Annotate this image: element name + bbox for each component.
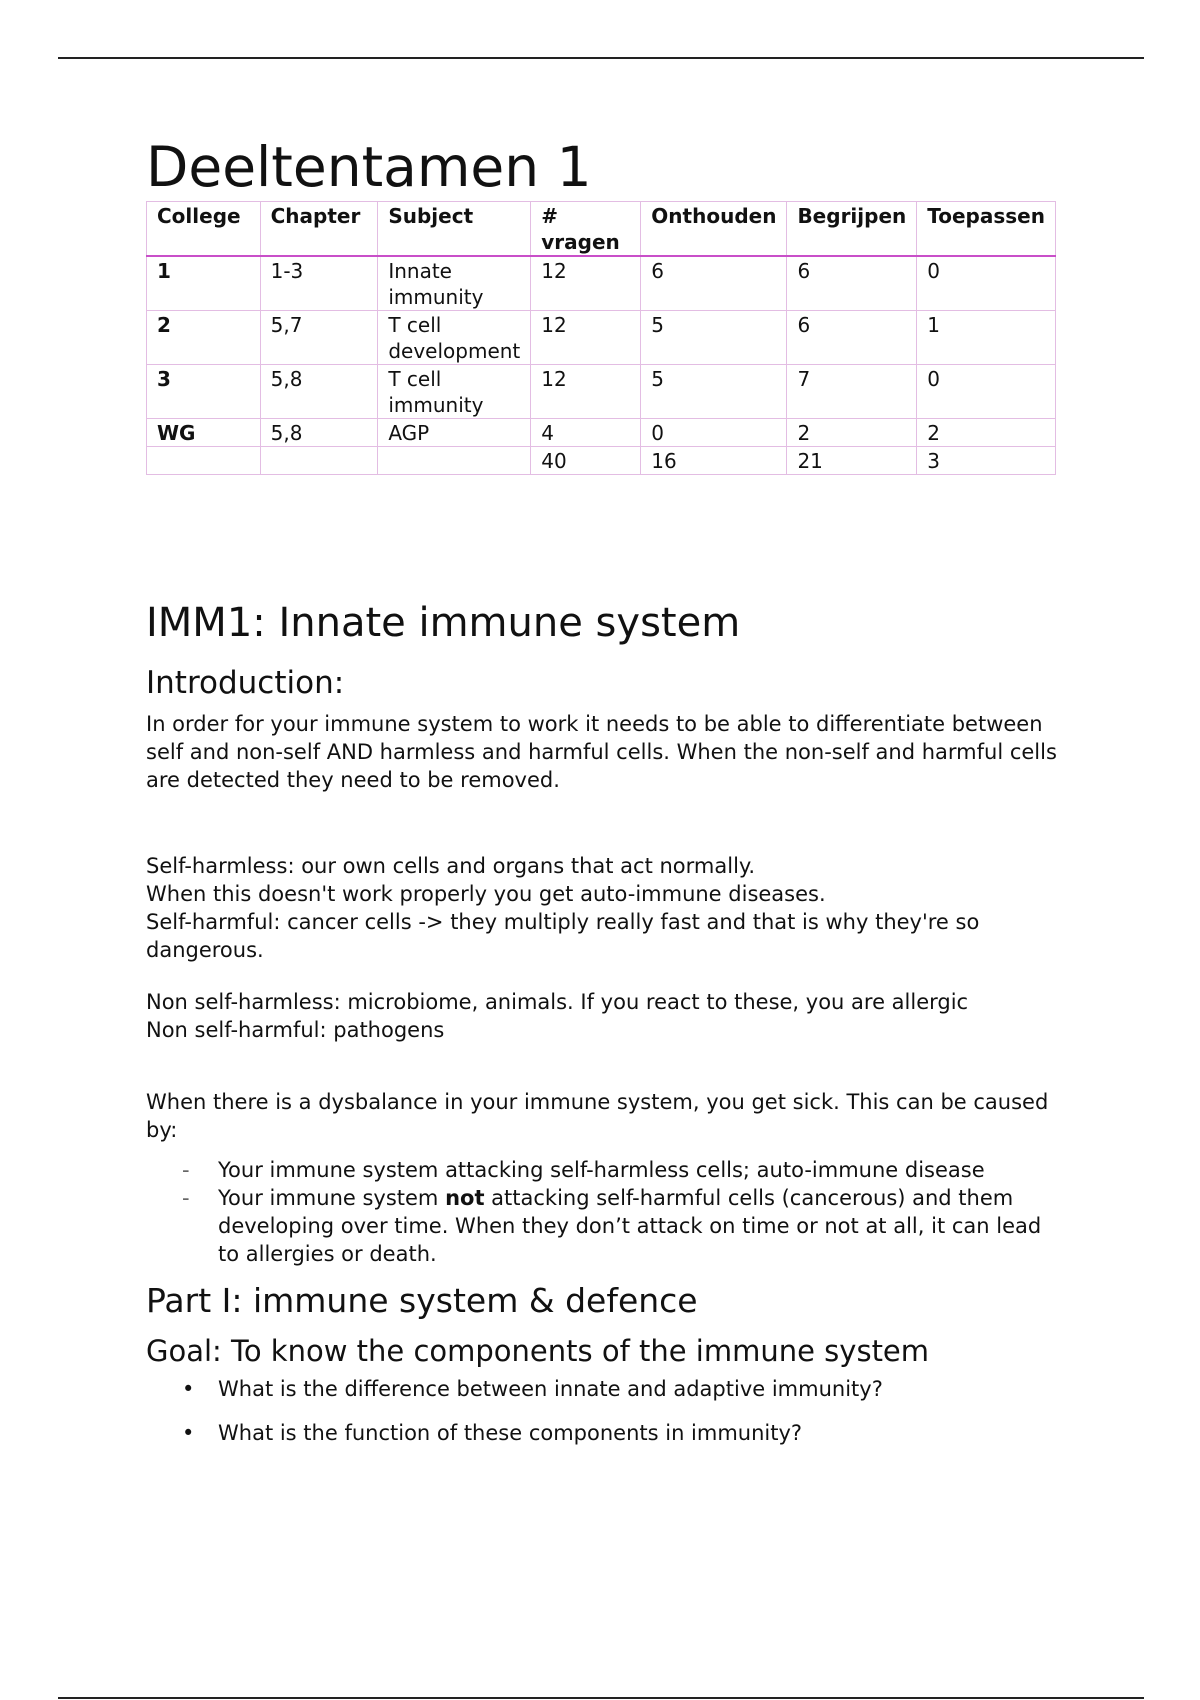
cell-chapter xyxy=(260,447,378,475)
header-begrijpen: Begrijpen xyxy=(787,202,917,257)
cell-college: 2 xyxy=(147,311,261,365)
table-row xyxy=(147,419,1056,447)
cell-subject: AGP xyxy=(378,419,531,447)
introduction-paragraph: In order for your immune system to work it needs to be able to differentiate between self and non-self AND harmless and harmful cells. When the non-self and harmful cells are detected they need to be removed. xyxy=(146,712,1057,793)
cell-total-onthouden: 16 xyxy=(641,447,787,475)
table-row xyxy=(147,365,1056,419)
cell-begrijpen: 7 xyxy=(787,365,917,419)
nonself-harmless-text: Non self-harmless: microbiome, animals. If you react to these, you are allergic xyxy=(146,990,969,1015)
table-row xyxy=(147,256,1056,311)
header-college: College xyxy=(147,202,261,257)
section-title: IMM1: Innate immune system xyxy=(146,600,741,646)
nonself-harmful-text: Non self-harmful: pathogens xyxy=(146,1018,445,1043)
cell-college xyxy=(147,447,261,475)
list-item xyxy=(218,1184,1066,1268)
dysbalance-paragraph: When there is a dysbalance in your immune system, you get sick. This can be caused by: xyxy=(146,1090,1049,1143)
cell-begrijpen: 2 xyxy=(787,419,917,447)
cause-text-start: Your immune system xyxy=(218,1186,446,1211)
cell-begrijpen: 6 xyxy=(787,256,917,311)
questions-list xyxy=(146,1375,1066,1447)
cause-text-end: attacking self-harmful cells (cancerous) and them developing over time. When they don’t attack on time or not at all, it can lead to allergies or death. xyxy=(218,1186,1042,1267)
list-item: • What is the difference between innate and adaptive immunity? xyxy=(218,1375,1066,1403)
cell-onthouden: 6 xyxy=(641,256,787,311)
introduction-heading: Introduction: xyxy=(146,665,345,701)
cell-college: 3 xyxy=(147,365,261,419)
cell-onthouden: 0 xyxy=(641,419,787,447)
causes-list xyxy=(146,1156,1066,1268)
part-title: Part I: immune system & defence xyxy=(146,1281,698,1321)
cell-onthouden: 5 xyxy=(641,365,787,419)
cell-subject: T cell immunity xyxy=(378,365,531,419)
list-item: - Your immune system attacking self-harmless cells; auto-immune disease xyxy=(218,1156,1066,1184)
cell-subject: T cell development xyxy=(378,311,531,365)
cell-college: WG xyxy=(147,419,261,447)
cell-toepassen: 0 xyxy=(917,365,1056,419)
header-subject: Subject xyxy=(378,202,531,257)
cell-toepassen: 2 xyxy=(917,419,1056,447)
self-harmful-text: Self-harmful: cancer cells -> they multiply really fast and that is why they're so dangerous. xyxy=(146,910,980,963)
table-row xyxy=(147,311,1056,365)
exam-summary-table xyxy=(146,201,1056,475)
cell-chapter: 5,7 xyxy=(260,311,378,365)
cause-emphasis: not xyxy=(445,1186,485,1211)
cell-total-questions: 40 xyxy=(531,447,641,475)
cell-onthouden: 5 xyxy=(641,311,787,365)
cell-questions: 12 xyxy=(531,256,641,311)
cell-college: 1 xyxy=(147,256,261,311)
cell-toepassen: 1 xyxy=(917,311,1056,365)
self-harmless-text: Self-harmless: our own cells and organs that act normally. xyxy=(146,854,756,879)
cell-subject: Innate immunity xyxy=(378,256,531,311)
self-harmless-note: When this doesn't work properly you get auto-immune diseases. xyxy=(146,882,826,907)
cell-questions: 4 xyxy=(531,419,641,447)
cell-total-toepassen: 3 xyxy=(917,447,1056,475)
header-onthouden: Onthouden xyxy=(641,202,787,257)
cell-chapter: 5,8 xyxy=(260,365,378,419)
cell-chapter: 5,8 xyxy=(260,419,378,447)
table-total-row xyxy=(147,447,1056,475)
cell-begrijpen: 6 xyxy=(787,311,917,365)
cell-questions: 12 xyxy=(531,365,641,419)
goal-heading: Goal: To know the components of the immune system xyxy=(146,1334,930,1369)
cell-subject xyxy=(378,447,531,475)
cell-questions: 12 xyxy=(531,311,641,365)
document-body xyxy=(146,135,1066,1463)
list-item: • What is the function of these components in immunity? xyxy=(218,1419,1066,1447)
header-chapter: Chapter xyxy=(260,202,378,257)
document-title: Deeltentamen 1 xyxy=(146,135,592,199)
header-toepassen: Toepassen xyxy=(917,202,1056,257)
cell-chapter: 1-3 xyxy=(260,256,378,311)
table-header-row xyxy=(147,202,1056,257)
cell-toepassen: 0 xyxy=(917,256,1056,311)
header-rule xyxy=(58,57,1144,59)
cell-total-begrijpen: 21 xyxy=(787,447,917,475)
header-questions: # vragen xyxy=(531,202,641,257)
footer-rule xyxy=(58,1697,1144,1699)
